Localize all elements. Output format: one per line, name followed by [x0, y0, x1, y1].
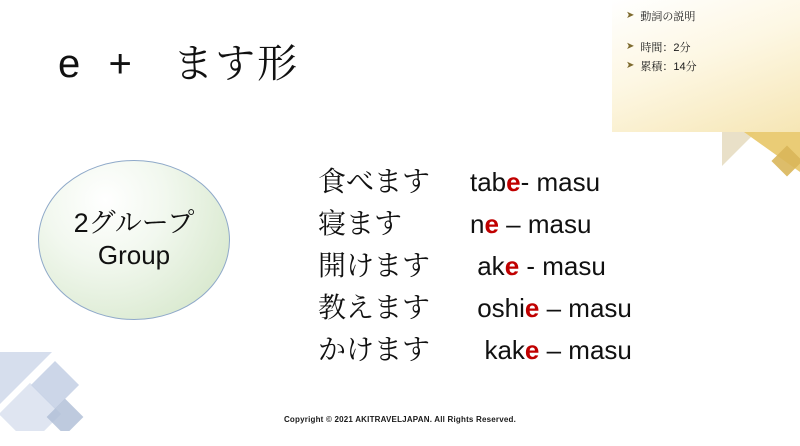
- page-title: e + ます形: [58, 42, 300, 86]
- verb-romaji: [470, 209, 591, 240]
- verb-romaji-pre: oshi: [470, 293, 525, 323]
- verb-romaji-highlight: e: [484, 209, 499, 239]
- info-cumulative-label: 累積：14分: [640, 61, 697, 73]
- verb-romaji-post: – masu: [539, 293, 632, 323]
- bottom-bar: [0, 431, 800, 446]
- info-panel: [612, 0, 800, 132]
- info-description-label: 動詞の説明: [640, 11, 696, 23]
- info-row-time: [626, 39, 790, 55]
- verb-romaji: [470, 251, 606, 282]
- verb-japanese: 開けます: [318, 250, 431, 281]
- verb-japanese: 寝ます: [318, 208, 403, 239]
- verb-romaji-pre: n: [470, 209, 485, 239]
- list-item: [318, 202, 738, 244]
- verb-romaji-pre: tab: [470, 167, 507, 197]
- verb-romaji-pre: ak: [470, 251, 505, 281]
- verb-romaji: [470, 293, 632, 324]
- verb-japanese: 食べます: [318, 166, 431, 197]
- info-row-cumulative: [626, 58, 790, 74]
- verb-romaji-highlight: e: [504, 251, 520, 281]
- info-time-label: 時間：2分: [640, 42, 691, 54]
- arrow-bullet-icon: ➤: [626, 10, 635, 21]
- list-item: [318, 328, 738, 370]
- verb-romaji: [470, 335, 632, 366]
- verb-romaji-highlight: e: [524, 293, 540, 323]
- verb-romaji-post: – masu: [498, 209, 592, 239]
- info-row-description: [626, 8, 790, 24]
- list-item: [318, 160, 738, 202]
- group-circle-line2: Group: [97, 239, 171, 270]
- group-circle-line1: 2グループ: [73, 207, 195, 238]
- verb-romaji: [470, 167, 600, 198]
- copyright-footer: Copyright © 2021 AKITRAVELJAPAN. All Rights Reserved.: [283, 415, 517, 424]
- verb-japanese: 教えます: [318, 292, 431, 323]
- verb-romaji-highlight: e: [506, 167, 521, 197]
- verb-romaji-pre: kak: [470, 335, 525, 365]
- info-spacer: [626, 27, 790, 39]
- arrow-bullet-icon: ➤: [626, 60, 635, 71]
- verb-romaji-post: – masu: [539, 335, 632, 365]
- arrow-bullet-icon: ➤: [626, 41, 635, 52]
- verb-romaji-post: - masu: [519, 251, 606, 281]
- verb-list: [318, 160, 738, 370]
- verb-romaji-post: - masu: [520, 167, 601, 197]
- list-item: [318, 286, 738, 328]
- group-circle: [38, 160, 230, 320]
- verb-romaji-highlight: e: [524, 335, 540, 365]
- verb-japanese: かけます: [318, 334, 431, 365]
- list-item: [318, 244, 738, 286]
